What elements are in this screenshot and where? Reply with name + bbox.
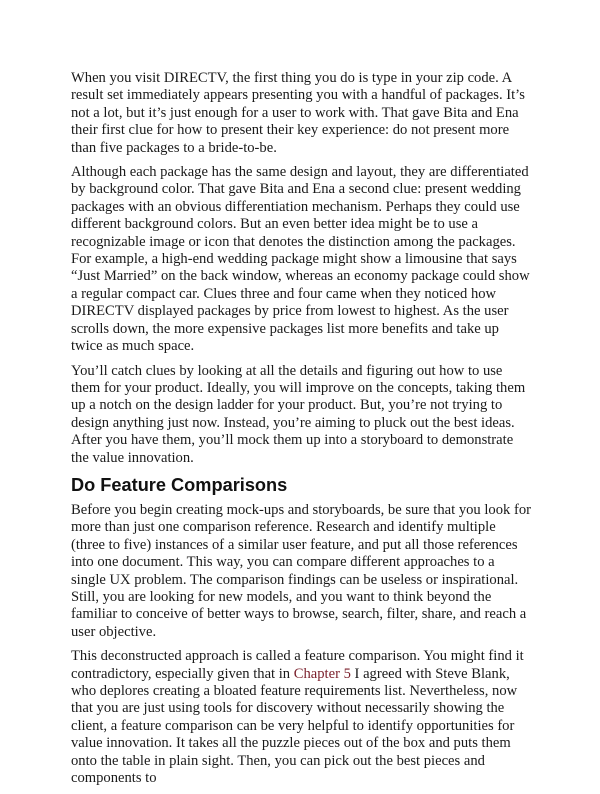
section-heading: Do Feature Comparisons	[71, 474, 288, 495]
paragraph-text-after-link: I agreed with Steve Blank, who deplores creating a bloated feature requirements list. Nevertheless, now that you are just using tools for discovery without necessarily showing the client, a feature comparison can be very helpful to identify opportunities for value innovation. It takes all the puzzle pieces out of the box and puts them onto the table in plain sight. Then, you can pick out the best pieces and components to	[71, 665, 518, 787]
paragraph-directv-zip: When you visit DIRECTV, the first thing you do is type in your zip code. A result set immediately appears presenting you with a handful of packages. It’s not a lot, but it’s just enough for a user to work with. That gave Bita and Ena their first clue for how to present their key experience: do not present more than five packages to a bride-to-be.	[71, 70, 525, 156]
chapter-5-link[interactable]: Chapter 5	[293, 665, 351, 682]
paragraph-feature-comparison	[71, 648, 532, 787]
paragraph-text-before-link: This deconstructed approach is called a feature comparison. You might find it contradictory, especially given that in	[71, 648, 524, 682]
paragraph-comparison-references: Before you begin creating mock-ups and storyboards, be sure that you look for more than just one comparison reference. Research and identify multiple (three to five) instances of a similar user feature, and put all those references into one document. This way, you can compare different approaches to a single UX problem. The comparison findings can be useless or inspirational. Still, you are looking for new models, and you want to think beyond the familiar to conceive of better ways to browse, search, filter, share, and reach a user objective.	[71, 501, 531, 640]
paragraph-catch-clues: You’ll catch clues by looking at all the details and figuring out how to use them for your product. Ideally, you will improve on the concepts, taking them up a notch on the design ladder for your product. But, you’re not trying to design anything just now. Instead, you’re aiming to pluck out the best ideas. After you have them, you’ll mock them up into a storyboard to demonstrate the value innovation.	[71, 362, 526, 466]
page-body	[71, 70, 532, 794]
paragraph-background-color: Although each package has the same design and layout, they are differentiated by background color. That gave Bita and Ena a second clue: present wedding packages with an obvious differentiation mechanism. Perhaps they could use different background colors. But an even better idea might be to use a recognizable image or icon that denotes the distinction among the packages. For example, a high-end wedding package might show a limousine that says “Just Married” on the back window, whereas an economy package could show a regular compact car. Clues three and four came when they noticed how DIRECTV displayed packages by price from lowest to highest. As the user scrolls down, the more expensive packages list more benefits and take up twice as much space.	[71, 164, 530, 355]
